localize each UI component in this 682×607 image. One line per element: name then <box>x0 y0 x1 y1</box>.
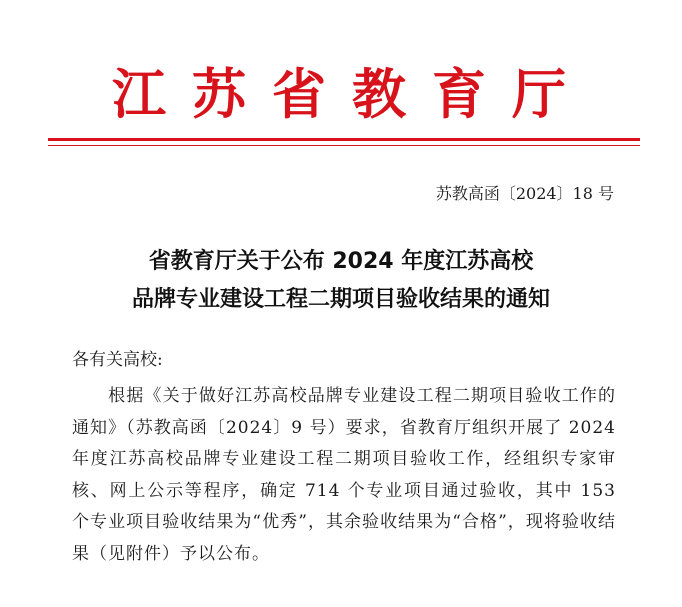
body-text: 根据《关于做好江苏高校品牌专业建设工程二期项目验收工作的通知》（苏教高函〔2024〕9 号）要求，省教育厅组织开展了 2024 年度江苏高校品牌专业建设工程二期项目验收工作，经组织专家审核、网上公示等程序，确定 714 个专业项目通过验收，其中 153 个专业项目验收结果为“优秀”，其余验收结果为“合格”，现将验收结果（见附件）予以公布。 <box>72 386 616 564</box>
header-red-rule-thin <box>48 145 640 146</box>
salutation: 各有关高校: <box>72 350 163 370</box>
document-title-line-2: 品牌专业建设工程二期项目验收结果的通知 <box>131 287 550 312</box>
header-red-rule-thick <box>48 138 640 141</box>
document-title <box>0 243 682 319</box>
document-title-line-1: 省教育厅关于公布 2024 年度江苏高校 <box>148 249 534 274</box>
document-number: 苏教高函〔2024〕18 号 <box>435 184 614 203</box>
agency-header-title: 江苏省教育厅 <box>112 63 592 126</box>
body-paragraph <box>72 381 616 570</box>
